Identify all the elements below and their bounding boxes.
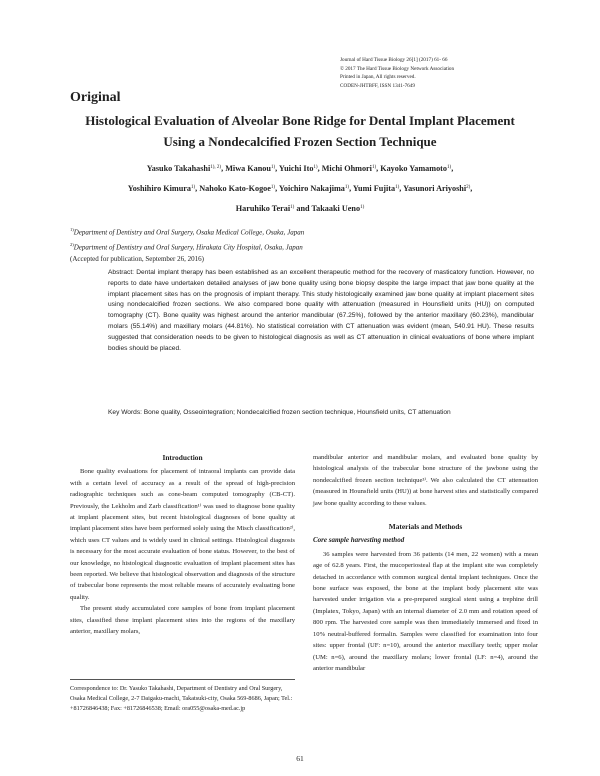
author: Yasunori Ariyoshi$^{2)}$,	[403, 184, 473, 193]
intro-paragraph-3: mandibular anterior and mandibular molars, and evaluated bone quality by histological analysis of the trabecular bone structure of the jawbone using the nondecalcified frozen section technique³⁾. We also calculated the CT attenuation (measured in Hounsfield units (HU)) at bone harvest sites and statistically compared jaw bone quality according to these values.	[313, 454, 538, 507]
introduction-heading: Introduction	[162, 453, 203, 462]
affiliation: $^{2)}$Department of Dentistry and Oral Surgery, Hirakata City Hospital, Osaka, Japan	[70, 241, 303, 252]
accepted-date: (Accepted for publication, September 26, 2016)	[70, 254, 204, 263]
author: Miwa Kanou$^{1)}$,	[225, 164, 278, 173]
author-line	[60, 178, 540, 198]
methods-heading: Materials and Methods	[388, 522, 463, 532]
affiliation: $^{1)}$Department of Dentistry and Oral Surgery, Osaka Medical College, Osaka, Japan	[70, 227, 305, 237]
methods-paragraph-1: 36 samples were harvested from 36 patients (14 men, 22 women) with a mean age of 62.8 years. First, the mucoperiosteal flap at the implant site was completely detached in accordance with common surgical dental implant techniques. Once the bone surface was exposed, the bone at the implant body placement site was harvested under irrigation via a pre-prepared surgical stent using a trephine drill (Implatex, Tokyo, Japan) with an internal diameter of 2.0 mm and rotation speed of 800 rpm. The harvested core sample was then immediately immersed and fixed in 10% neutral-buffered formalin. Samples were classified for examination into four sites: upper frontal (UF: n=10), around the anterior maxillary teeth; upper molar (UM: n=6), around the maxillary molars; lower frontal (LF: n=4), around the anterior mandibular	[313, 550, 538, 672]
author: Yoshihiro Kimura$^{1)}$,	[127, 184, 198, 193]
author: Michi Ohmori$^{1)}$,	[321, 164, 379, 173]
author: Haruhiko Terai$^{1)}$ and	[235, 204, 310, 213]
page-number: 61	[296, 754, 304, 763]
methods-subheading: Core sample harvesting method	[313, 536, 405, 545]
author-line	[60, 198, 540, 218]
journal-issn: CODEN-JHTBFF, ISSN 1341-7649	[340, 82, 415, 89]
author: Takaaki Ueno$^{1)}$	[311, 204, 365, 213]
title-line-2: Using a Nondecalcified Frozen Section Technique	[163, 134, 437, 149]
journal-citation: Journal of Hard Tissue Biology 26[1] (2017) 61- 66	[340, 57, 448, 63]
author: Yoichiro Nakajima$^{1)}$,	[278, 184, 352, 193]
author-list	[60, 158, 540, 218]
author: Yuichi Ito$^{1)}$,	[278, 164, 320, 173]
article-type: Original	[70, 90, 121, 105]
journal-info	[340, 56, 540, 90]
author: Nahoko Kato-Kogoe$^{1)}$,	[199, 184, 278, 193]
journal-printed: Printed in Japan, All rights reserved.	[340, 74, 416, 81]
abstract: Abstract: Dental implant therapy has been established as an excellent therapeutic method for the recovery of masticatory function. However, no reports to date have undertaken detailed analyses of jaw bone quality using bone biopsy despite the large impact that jaw bone quality at the implant placement sites has on the prognosis of implant therapy. This study histologically examined jaw bone quality at implant placement sites using nondecalcified frozen sections. We also compared bone quality with attenuation (measured in Hounsfield units (HU)) on computed tomography (CT). Bone quality was highest around the anterior mandibular (67.25%), followed by the anterior maxillary (60.23%), mandibular molars (55.14%) and maxillary molars (44.81%). No statistical correlation with CT attenuation was evident (mean, 540.91 HU). These results suggested that consideration needs to be given to histological diagnosis as well as CT attenuation in clinical evaluations of bone where implant bodies should be placed.	[108, 269, 534, 352]
right-column	[313, 452, 538, 674]
correspondence-footnote: Correspondence to: Dr. Yasuko Takahashi, Department of Dentistry and Oral Surgery, Osaka Medical College, 2-7 Daigaku-machi, Takatsuki-city, Osaka 569-8686, Japan; Tel.: +81726846438; Fax: +81726846538; Email: ora055@osaka-med.ac.jp	[70, 685, 293, 713]
left-column	[70, 452, 295, 638]
author: Kayoko Yamamoto$^{1)}$,	[380, 164, 454, 173]
title-line-1: Histological Evaluation of Alveolar Bone Ridge for Dental Implant Placement	[85, 113, 515, 128]
journal-copyright: © 2017 The Hard Tissue Biology Network Association	[340, 65, 455, 72]
author: Yumi Fujita$^{1)}$,	[352, 184, 402, 193]
paper-title	[60, 110, 540, 152]
affiliations	[70, 224, 304, 265]
keywords: Key Words: Bone quality, Osseointegration; Nondecalcified frozen section technique, Hounsfield units, CT attenuation	[108, 409, 451, 416]
intro-paragraph-1: Bone quality evaluations for placement of intraoral implants can provide data with a certain level of accuracy as a result of the spread of high-precision radiographic techniques such as cone-beam computed tomography (CB-CT). Previously, the Lekholm and Zarb classification¹⁾ was used to diagnose bone quality at implant placement sites, but recent histological diagnoses of bone quality at implant placement sites have been performed solely using the Misch classification²⁾, which uses CT values and is widely used in clinical settings. Histological diagnosis is necessary for the most accurate evaluation of bone status. However, to the best of our knowledge, no histological diagnostic evaluation of implant placement sites has been reported. We believe that histological observation and diagnosis of the structure of trabecular bone represents the most reliable means of accurately evaluating bone quality.	[70, 468, 295, 601]
intro-paragraph-2: The present study accumulated core samples of bone from implant placement sites, classified these implant placement sites into the regions of the maxillary anterior, maxillary molars,	[70, 605, 295, 636]
footnote-divider	[70, 679, 295, 680]
author-line	[60, 158, 540, 178]
author: Yasuko Takahashi$^{1), 2)}$,	[146, 164, 224, 173]
